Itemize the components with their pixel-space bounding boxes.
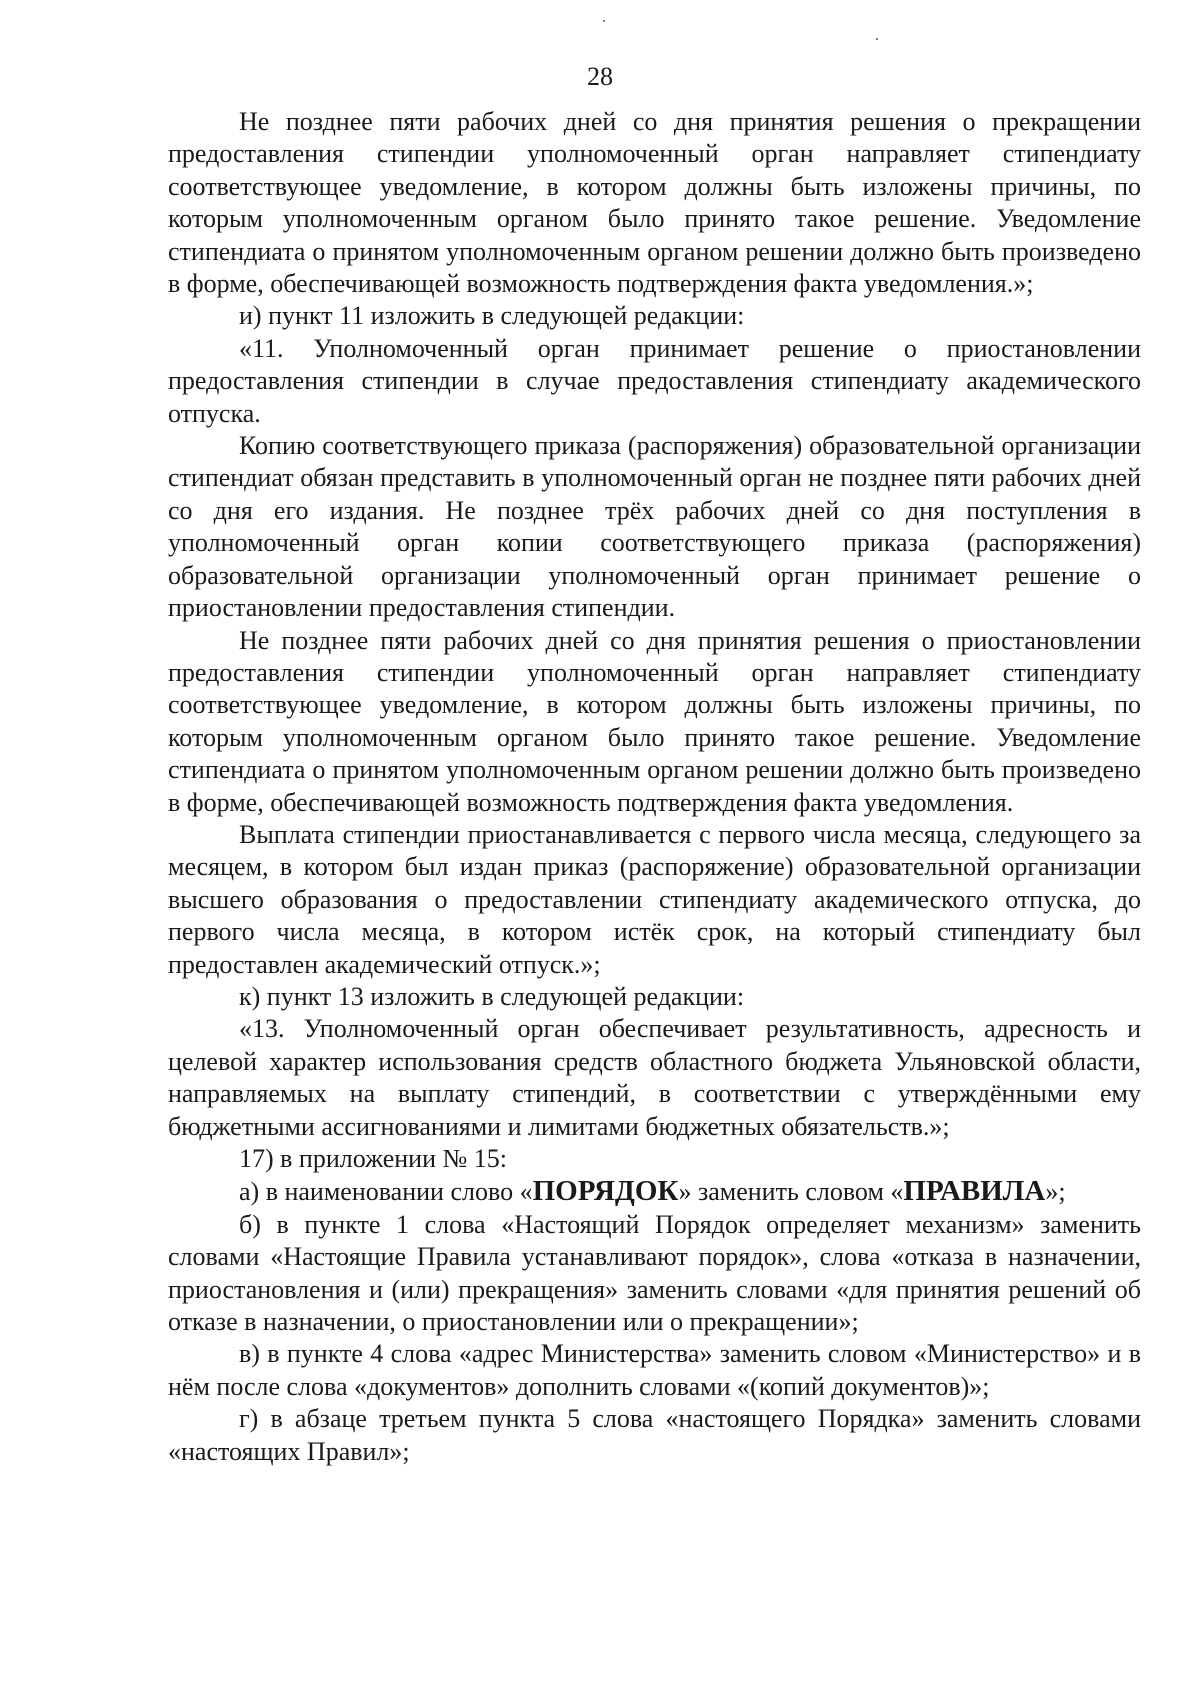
bold-word-new: ПРАВИЛА <box>903 1175 1046 1208</box>
paragraph: Не позднее пяти рабочих дней со дня принятия решения о приостановлении предоставления стипендии уполномоченный орган направляет стипендиату соответствующее уведомление, в котором должны быть изложены причины, по которым уполномоченным органом было принято такое решение. Уведомление стипендиата о принятом уполномоченным органом решении должно быть произведено в форме, обеспечивающей возможность подтверждения факта уведомления. <box>168 625 1141 817</box>
paragraph: Копию соответствующего приказа (распоряжения) образовательной организации стипендиат обязан представить в уполномоченный орган не позднее пяти рабочих дней со дня его издания. Не позднее трёх рабочих дней со дня поступления в уполномоченный орган копии соответствующего приказа (распоряжения) образовательной организации уполномоченный орган принимает решение о приостановлении предоставления стипендии. <box>168 431 1141 623</box>
text-fragment: а) в наименовании слово « <box>239 1177 533 1207</box>
page-number: 28 <box>587 62 613 91</box>
paragraph: 17) в приложении № 15: <box>239 1144 508 1173</box>
paragraph: «11. Уполномоченный орган принимает решение о приостановлении предоставления стипендии в случае предоставления стипендиату академического отпуска. <box>168 333 1141 428</box>
bold-word-old: ПОРЯДОК <box>532 1175 679 1208</box>
paragraph: Не позднее пяти рабочих дней со дня принятия решения о прекращении предоставления стипендии уполномоченный орган направляет стипендиату соответствующее уведомление, в котором должны быть изложены причины, по которым уполномоченным органом было принято такое решение. Уведомление стипендиата о принятом уполномоченным органом решении должно быть произведено в форме, обеспечивающей возможность подтверждения факта уведомления.»; <box>168 107 1141 299</box>
paragraph: «13. Уполномоченный орган обеспечивает результативность, адресность и целевой характер использования средств областного бюджета Ульяновской области, направляемых на выплату стипендий, в соответствии с утверждёнными ему бюджетными ассигнованиями и лимитами бюджетных обязательств.»; <box>168 1014 1141 1141</box>
paragraph: б) в пункте 1 слова «Настоящий Порядок определяет механизм» заменить словами «Настоящие Правила устанавливают порядок», слова «отказа в назначении, приостановления и (или) прекращения» заменить словами «для принятия решений об отказе в назначении, о приостановлении или о прекращении»; <box>168 1209 1141 1337</box>
text-fragment: »; <box>1045 1177 1066 1207</box>
scan-speck <box>876 38 878 40</box>
document-body <box>168 106 1141 1468</box>
paragraph: г) в абзаце третьем пункта 5 слова «настоящего Порядка» заменить словами «настоящих Правил»; <box>168 1404 1141 1466</box>
paragraph-item-a <box>168 1175 1141 1208</box>
paragraph: и) пункт 11 изложить в следующей редакции: <box>239 301 745 331</box>
paragraph: к) пункт 13 изложить в следующей редакции: <box>239 981 745 1011</box>
paragraph: в) в пункте 4 слова «адрес Министерства» заменить словом «Министерство» и в нём после слова «документов» дополнить словами «(копий документов)»; <box>168 1339 1141 1401</box>
text-fragment: » заменить словом « <box>678 1177 904 1207</box>
scan-speck <box>603 20 605 22</box>
paragraph: Выплата стипендии приостанавливается с первого числа месяца, следующего за месяцем, в котором был издан приказ (распоряжение) образовательной организации высшего образования о предоставлении стипендиату академического отпуска, до первого числа месяца, в котором истёк срок, на который стипендиату был предоставлен академический отпуск.»; <box>168 819 1141 979</box>
